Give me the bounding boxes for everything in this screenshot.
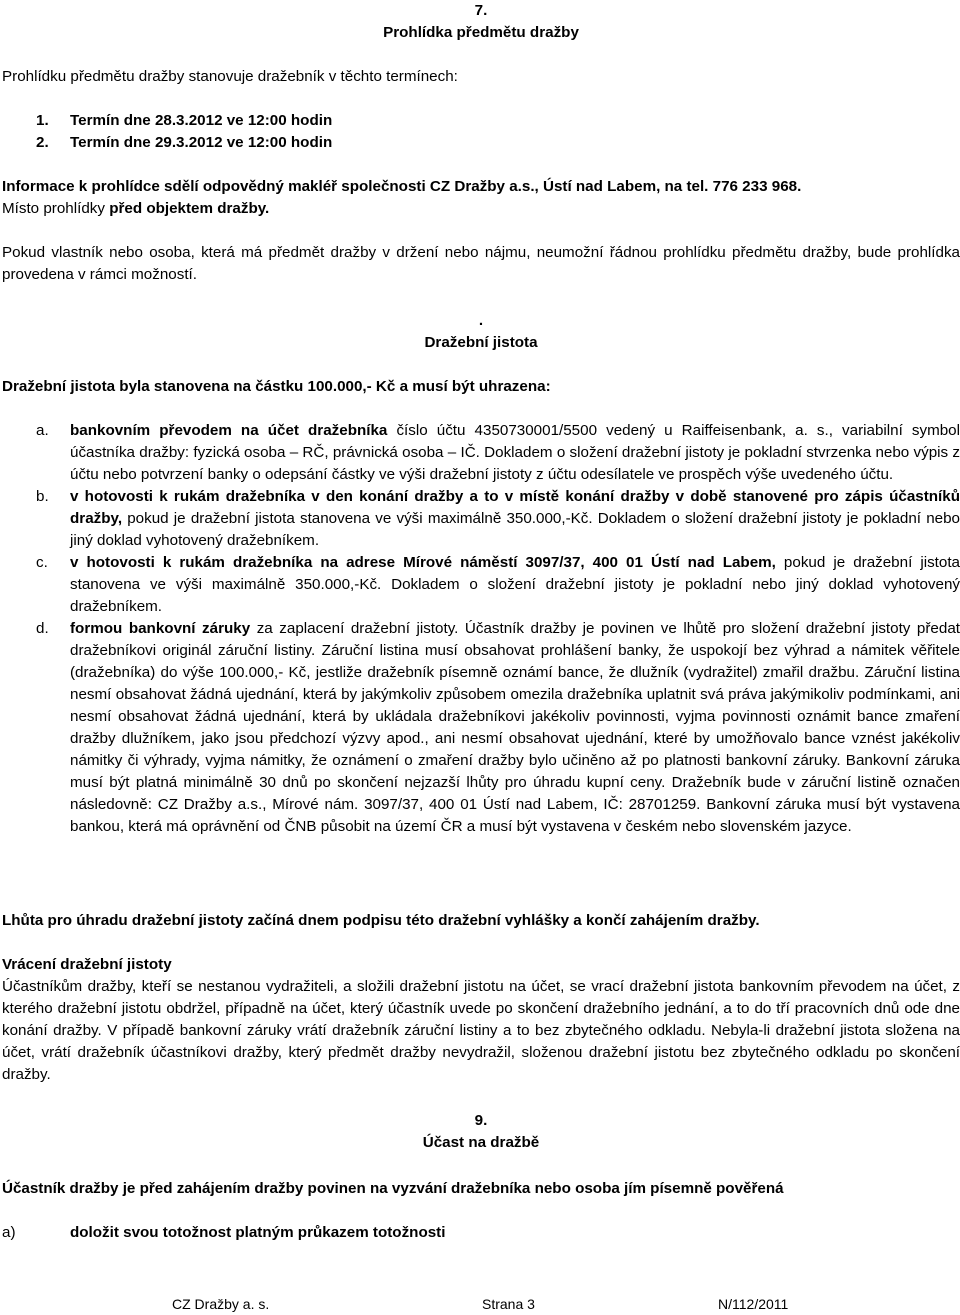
inspection-place-prefix: Místo prohlídky — [2, 200, 110, 217]
option-detail: pokud je dražební jistota stanovena ve výši maximálně 350.000,-Kč. Dokladem o složení dražební jistoty je pokladní nebo jiný doklad vyhotovený dražebníkem. — [70, 510, 960, 549]
section-9-number: 9. — [474, 1112, 488, 1129]
option-detail: za zaplacení dražební jistoty. Účastník dražby je povinen ve lhůtě pro složení dražební jistoty předat dražebníkovi originál záruční listiny. Záruční listina musí obsahovat prohlášení banky, že uspokojí bez výhrad a námitek věřitele (dražebníka) do výše 100.000,- Kč, jestliže dražebník písemně oznámí bance, že dlužník (vydražitel) zmařil dražbu. Záruční listina nesmí obsahovat žádná ujednání, která by jakýmkoliv způsobem omezila dražebníka uplatnit svá práva jakýmikoliv podmínkami, ani nesmí obsahovat žádná ujednání, která by ukládala dražebníkovi jakékoliv povinnosti, vyjma povinnosti oznámit bance zmaření dražby dlužníkem, jako jsou předchozí výzvy apod., ani nesmí obsahovat ujednání, které by umožňovalo bance vznést jakékoliv námitky či výhrady, vyjma námitky, že oznámení o zmaření dražby bylo učiněno až po platnosti bankovní záruky. Bankovní záruka musí být platná minimálně 30 dnů po skončení nejzazší lhůty pro úhradu kupní ceny. Dražebník bude v záruční listině označen následovně: CZ Dražby a.s., Mírové nám. 3097/37, 400 01 Ústí nad Labem, IČ: 28701259. Bankovní záruka musí být vystavena bankou, která má oprávnění od ČNB působit na území ČR a musí být vystavena v českém nebo slovenském jazyce. — [70, 620, 960, 835]
section-7-intro: Prohlídku předmětu dražby stanovuje dražebník v těchto termínech: — [2, 68, 458, 85]
payment-option — [2, 420, 960, 486]
section-9-title: Účast na dražbě — [422, 1134, 540, 1151]
payment-options-list — [2, 420, 960, 838]
term-number: 1. — [36, 112, 49, 129]
option-mark: b. — [36, 488, 49, 505]
section-8-dot: . — [478, 312, 484, 329]
deposit-deadline: Lhůta pro úhradu dražební jistoty začíná dnem podpisu této dražební vyhlášky a končí zahájením dražby. — [2, 912, 760, 929]
option-text — [70, 552, 960, 618]
deposit-lead: Dražební jistota byla stanovena na částku 100.000,- Kč a musí být uhrazena: — [2, 378, 551, 395]
payment-option — [2, 552, 960, 618]
option-detail: pokud je dražební jistota stanovena ve výši maximálně 350.000,-Kč. Dokladem o složení dražební jistoty je pokladní nebo jiný doklad vyhotovený dražebníkem. — [70, 554, 960, 615]
term-text: Termín dne 29.3.2012 ve 12:00 hodin — [70, 134, 333, 151]
option-text — [70, 486, 960, 552]
option-text — [70, 618, 960, 838]
option-detail: číslo účtu 4350730001/5500 vedený u Raiffeisenbank, a. s., variabilní symbol účastníka dražby: fyzická osoba – RČ, právnická osoba – IČ. Dokladem o složení dražební jistoty je pokladní stvrzenka nebo výpis z účtu nebo potvrzení banky o odepsání částky ve výši dražební jistoty z účtu odesílatele ve prospěch výše uvedeného účtu. — [70, 422, 960, 483]
footer-reference: N/112/2011 — [718, 1296, 789, 1312]
payment-option — [2, 486, 960, 552]
participation-mark: a) — [2, 1224, 16, 1241]
payment-option — [2, 618, 960, 838]
participation-text: doložit svou totožnost platným průkazem totožnosti — [70, 1224, 446, 1241]
inspection-note: Pokud vlastník nebo osoba, která má předmět dražby v držení nebo nájmu, neumožní řádnou prohlídku předmětu dražby, bude prohlídka provedena v rámci možností. — [2, 244, 960, 283]
participation-lead: Účastník dražby je před zahájením dražby povinen na vyzvání dražebníka nebo osoba jím písemně pověřená — [2, 1180, 784, 1197]
refund-text: Účastníkům dražby, kteří se nestanou vydražiteli, a složili dražební jistotu na účet, se vrací dražební jistota bankovním převodem na účet, z kterého dražební jistotu obdržel, případně na účet, který účastník uvede po skončení dražebního jednání, a to do tří pracovních dnů ode dne konání dražby. V případě bankovní záruky vrátí dražebník záruční listiny a to bez zbytečného odkladu. Nebyla-li dražební jistota složena na účet, vrátí dražebník účastníkovi dražby, který předmět dražby nevydražil, složenou dražební jistotu bez zbytečného odkladu po skončení dražby. — [2, 978, 960, 1083]
term-number: 2. — [36, 134, 49, 151]
option-mark: c. — [36, 554, 48, 571]
footer-company: CZ Dražby a. s. — [172, 1296, 270, 1312]
option-bold: v hotovosti k rukám dražebníka na adrese Mírové náměstí 3097/37, 400 01 Ústí nad Labem, — [70, 554, 776, 571]
participation-item — [2, 1222, 960, 1244]
participation-list — [2, 1222, 960, 1244]
term-item — [2, 132, 960, 154]
option-text — [70, 420, 960, 486]
footer-page-number: Strana 3 — [482, 1296, 535, 1312]
refund-title: Vrácení dražební jistoty — [2, 956, 172, 973]
option-bold: formou bankovní záruky — [70, 620, 251, 637]
term-list — [2, 110, 960, 154]
term-text: Termín dne 28.3.2012 ve 12:00 hodin — [70, 112, 333, 129]
option-mark: d. — [36, 620, 49, 637]
section-7-title: Prohlídka předmětu dražby — [383, 24, 579, 41]
option-bold: v hotovosti k rukám dražebníka v den konání dražby a to v místě konání dražby v době stanovené pro zápis účastníků dražby, — [70, 488, 960, 527]
inspection-info: Informace k prohlídce sdělí odpovědný makléř společnosti CZ Dražby a.s., Ústí nad Labem, na tel. 776 233 968. — [2, 178, 802, 195]
option-bold: bankovním převodem na účet dražebníka — [70, 422, 388, 439]
section-8-title: Dražební jistota — [424, 334, 538, 351]
inspection-place-value: před objektem dražby. — [109, 200, 270, 217]
term-item — [2, 110, 960, 132]
option-mark: a. — [36, 422, 49, 439]
inspection-place — [2, 198, 960, 220]
section-7-number: 7. — [474, 2, 488, 19]
